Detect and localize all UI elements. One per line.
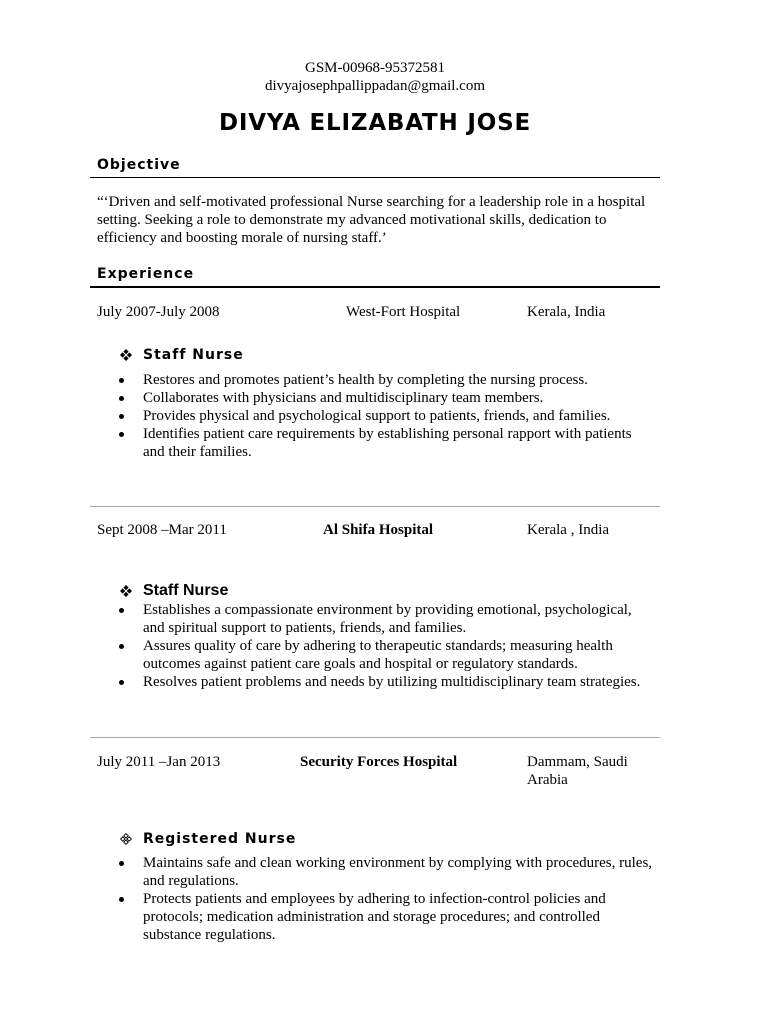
objective-line: “‘Driven and self-motivated professional Nurse searching for a leadership role in a hospital: [97, 194, 646, 210]
job-location-line: Arabia: [527, 772, 568, 788]
duty-text-line: and their families.: [143, 444, 252, 460]
job-location-line: Kerala, India: [527, 304, 606, 320]
duty-text-line: Provides physical and psychological support to patients, friends, and families.: [143, 408, 611, 424]
round-bullet-icon: [119, 897, 124, 902]
job-location-line: Kerala , India: [527, 522, 610, 538]
job-header-row: [0, 753, 768, 789]
objective-line: setting. Seeking a role to demonstrate my advanced motivational skills, dedication to: [97, 212, 607, 228]
objective-paragraph: [97, 193, 645, 247]
round-bullet-icon: [119, 414, 124, 419]
duty-item: [143, 389, 703, 407]
job-hospital: Al Shifa Hospital: [323, 522, 434, 538]
duty-item: [143, 407, 703, 425]
job-dates: July 2007-July 2008: [97, 304, 220, 320]
duty-text-line: protocols; medication administration and storage procedures; and controlled: [143, 909, 600, 925]
round-bullet-icon: [119, 644, 124, 649]
round-bullet-icon: [119, 861, 124, 866]
job-title: Staff Nurse: [143, 582, 229, 599]
duty-text-line: Collaborates with physicians and multidisciplinary team members.: [143, 390, 544, 406]
objective-heading: Objective: [97, 157, 181, 173]
duty-item: [143, 854, 703, 890]
duty-item: [143, 425, 703, 461]
job-divider: [90, 737, 660, 738]
job-title-row: [120, 345, 244, 365]
duty-text-line: Identifies patient care requirements by establishing personal rapport with patients: [143, 426, 632, 442]
round-bullet-icon: [119, 378, 124, 383]
duty-item: [143, 637, 703, 673]
duty-text-line: Assures quality of care by adhering to therapeutic standards; measuring health: [143, 638, 613, 654]
duty-text-line: and regulations.: [143, 873, 239, 889]
duty-item: [143, 371, 703, 389]
duty-text-line: Maintains safe and clean working environment by complying with procedures, rules,: [143, 855, 653, 871]
duty-text-line: Protects patients and employees by adhering to infection-control policies and: [143, 891, 606, 907]
job-header-row: [0, 303, 768, 339]
round-bullet-icon: [119, 608, 124, 613]
round-bullet-icon: [119, 396, 124, 401]
job-title: Registered Nurse: [143, 831, 297, 847]
job-location: [527, 303, 605, 321]
duty-text-line: substance regulations.: [143, 927, 276, 943]
duty-text-line: Restores and promotes patient’s health by completing the nursing process.: [143, 372, 588, 388]
duty-text-line: outcomes against patient care goals and hospital or regulatory standards.: [143, 656, 578, 672]
job-header-row: [0, 521, 768, 557]
job-title-row: [120, 581, 228, 601]
round-bullet-icon: [119, 680, 124, 685]
contact-block: [90, 59, 660, 95]
objective-line: efficiency and boosting morale of nursing staff.’: [97, 230, 387, 246]
duty-list: [143, 854, 703, 944]
email-address: divyajosephpallippadan@gmail.com: [264, 78, 485, 94]
job-hospital: West-Fort Hospital: [346, 304, 461, 320]
job-hospital: Security Forces Hospital: [300, 754, 458, 770]
job-divider: [90, 506, 660, 507]
experience-rule: [90, 286, 660, 288]
candidate-name: DIVYA ELIZABATH JOSE: [219, 110, 531, 136]
job-title-row: [120, 829, 296, 849]
duty-list: [143, 601, 703, 691]
job-dates: Sept 2008 –Mar 2011: [97, 522, 227, 538]
duty-text-line: Establishes a compassionate environment by providing emotional, psychological,: [143, 602, 632, 618]
four-diamond-outline-bullet-icon: [120, 833, 132, 845]
phone-number: GSM-00968-95372581: [304, 60, 445, 76]
four-diamond-bullet-icon: [120, 349, 132, 361]
job-location-line: Dammam, Saudi: [527, 754, 628, 770]
job-title: Staff Nurse: [143, 347, 244, 363]
job-dates: July 2011 –Jan 2013: [97, 754, 221, 770]
four-diamond-bullet-icon: [120, 585, 132, 597]
duty-item: [143, 890, 703, 944]
round-bullet-icon: [119, 432, 124, 437]
experience-heading: Experience: [97, 266, 195, 282]
duty-text-line: and spiritual support to patients, friends, and families.: [143, 620, 467, 636]
duty-text-line: Resolves patient problems and needs by utilizing multidisciplinary team strategies.: [143, 674, 641, 690]
objective-rule: [90, 177, 660, 178]
duty-item: [143, 673, 703, 691]
job-location: [527, 521, 609, 539]
duty-list: [143, 371, 703, 461]
duty-item: [143, 601, 703, 637]
job-location: [527, 753, 628, 789]
